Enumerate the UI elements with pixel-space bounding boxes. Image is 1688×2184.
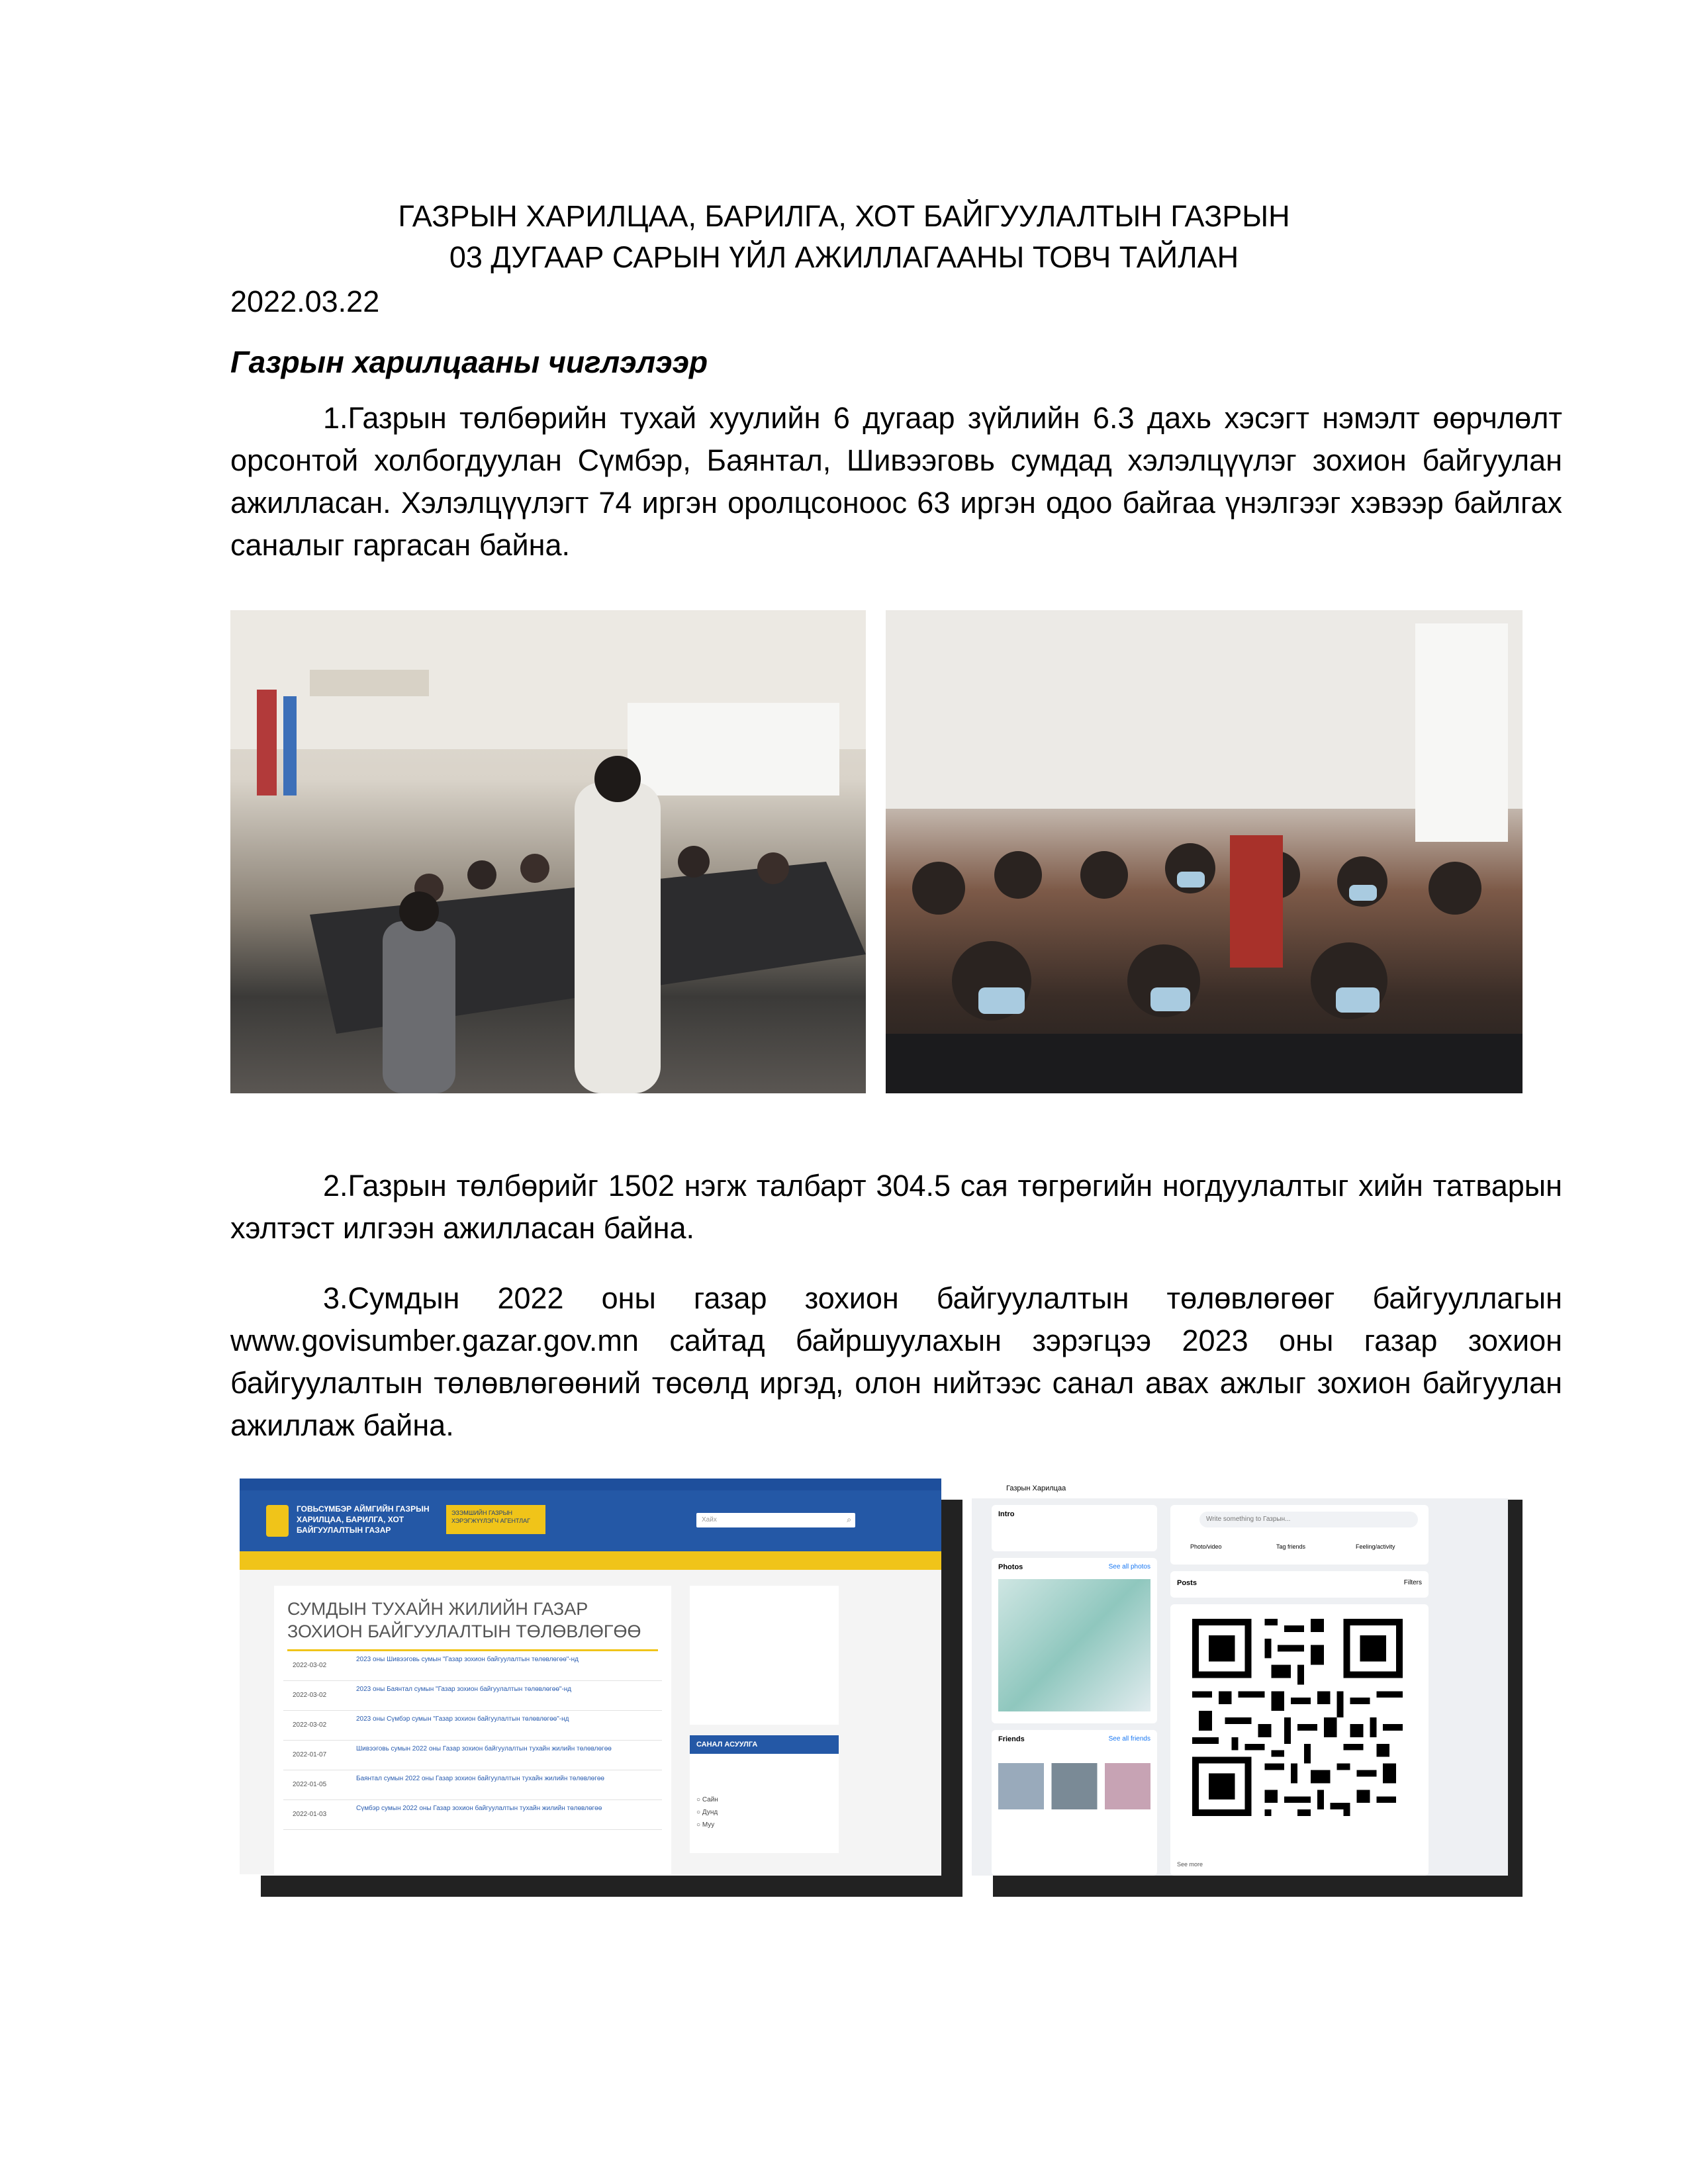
paragraph-3	[230, 1277, 1562, 1447]
fb-intro	[992, 1505, 1157, 1551]
fb-composer	[1170, 1505, 1429, 1565]
qr-code-image	[1185, 1612, 1410, 1823]
fb-friends	[992, 1730, 1157, 1876]
paragraph-1-text: 1.Газрын төлбөрийн тухай хуулийн 6 дугаар зүйлийн 6.3 дахь хэсэгт нэмэлт өөрчлөлт орсонтой холбогдуулан Сүмбэр, Баянтал, Шивээговь сумдад хэлэлцүүлэг зохион байгуулан ажилласан. Хэлэлцүүлэгт 74 иргэн оролцсоноос 63 иргэн одоо байгаа үнэлгээг хэвээр байлгах саналыг гаргасан байна.	[230, 401, 1562, 562]
website-main	[274, 1586, 671, 1876]
fb-topbar	[972, 1479, 1508, 1498]
sidebar-links	[690, 1586, 839, 1725]
website-search-input[interactable]	[696, 1513, 855, 1527]
row-link[interactable]: Сүмбэр сумын 2022 оны Газар зохион байгуулалтын тухайн жилийн төлөвлөгөө	[356, 1805, 602, 1812]
poll-title: САНАЛ АСУУЛГА	[690, 1735, 839, 1754]
fb-posts-bar	[1170, 1571, 1429, 1598]
row-link[interactable]: 2023 оны Шивээговь сумын "Газар зохион байгуулалтын төлөвлөгөө"-нд	[356, 1656, 579, 1663]
website-header	[240, 1490, 941, 1551]
poll-option-label: Дунд	[702, 1809, 718, 1816]
fb-feeling[interactable]: Feeling/activity	[1356, 1543, 1395, 1550]
emblem-icon	[266, 1505, 289, 1537]
table-row[interactable]	[283, 1770, 662, 1800]
website-nav	[240, 1551, 941, 1570]
fb-see-all-friends[interactable]: See all friends	[1108, 1735, 1150, 1743]
row-link[interactable]: 2023 оны Сүмбэр сумын "Газар зохион байгуулалтын төлөвлөгөө"-нд	[356, 1715, 569, 1723]
fb-friends-label: Friends	[998, 1735, 1025, 1743]
website-agency: ЭЗЭМШИЙН ГАЗРЫН ХЭРЭГЖҮҮЛЭГЧ АГЕНТЛАГ	[451, 1510, 531, 1524]
website-org-name: ГОВЬСҮМБЭР АЙМГИЙН ГАЗРЫН ХАРИЛЦАА, БАРИЛГА, ХОТ БАЙГУУЛАЛТЫН ГАЗАР	[297, 1504, 430, 1535]
fb-friend-avatars[interactable]	[998, 1763, 1150, 1809]
fb-filters-button[interactable]: Filters	[1403, 1579, 1422, 1586]
section-heading: Газрын харилцааны чиглэлээр	[230, 345, 708, 379]
fb-photo-grid[interactable]	[998, 1579, 1150, 1711]
row-link[interactable]: 2023 оны Баянтал сумын "Газар зохион байгуулалтын төлөвлөгөө"-нд	[356, 1686, 572, 1693]
poll-option[interactable]: ○ Муу	[696, 1821, 715, 1829]
fb-photo-video[interactable]: Photo/video	[1190, 1543, 1222, 1550]
paragraph-3-text: 3.Сумдын 2022 оны газар зохион байгуулалтын төлөвлөгөөг байгууллагын www.govisumber.gazar.gov.mn сайтад байршуулахын зэрэгцээ 2023 оны газар зохион байгуулалтын төлөвлөгөөний төсөлд иргэд, олон нийтээс санал авах ажлыг зохион байгуулан ажиллаж байна.	[230, 1281, 1562, 1442]
row-date: 2022-01-07	[293, 1751, 327, 1758]
fb-photos	[992, 1558, 1157, 1723]
poll-box	[690, 1754, 839, 1853]
poll-option[interactable]: ○ Дунд	[696, 1809, 718, 1816]
website-body	[240, 1570, 941, 1874]
meeting-photo-left	[230, 610, 866, 1093]
poll-option[interactable]: ○ Сайн	[696, 1796, 718, 1803]
report-date: 2022.03.22	[230, 285, 380, 318]
fb-see-more[interactable]: See more	[1177, 1861, 1203, 1868]
row-date: 2022-03-02	[293, 1692, 327, 1699]
website-screenshot	[240, 1479, 941, 1876]
report-title-line1: ГАЗРЫН ХАРИЛЦАА, БАРИЛГА, ХОТ БАЙГУУЛАЛТЫН ГАЗРЫН	[398, 199, 1290, 233]
fb-tag-friends[interactable]: Tag friends	[1276, 1543, 1306, 1550]
fb-composer-input[interactable]	[1199, 1512, 1418, 1527]
paragraph-2	[230, 1165, 1562, 1250]
search-icon[interactable]: ⌕	[847, 1515, 851, 1524]
report-title-line2: 03 ДУГААР САРЫН ҮЙЛ АЖИЛЛАГААНЫ ТОВЧ ТАЙЛАН	[449, 240, 1239, 274]
table-row[interactable]	[283, 1800, 662, 1830]
table-row[interactable]	[283, 1741, 662, 1770]
row-date: 2022-01-05	[293, 1781, 327, 1788]
fb-page-name: Газрын Харилцаа	[1006, 1484, 1066, 1492]
meeting-photo-right-drawing	[886, 610, 1523, 1093]
paragraph-1	[230, 397, 1562, 567]
paragraph-2-text: 2.Газрын төлбөрийг 1502 нэгж талбарт 304.5 сая төгрөгийн ногдуулалтыг хийн татварын хэлтэст илгээн ажилласан байна.	[230, 1169, 1562, 1245]
row-link[interactable]: Шивээговь сумын 2022 оны Газар зохион байгуулалтын тухайн жилийн төлөвлөгөө	[356, 1745, 612, 1752]
website-sidebar	[690, 1586, 839, 1876]
website-page-title: СУМДЫН ТУХАЙН ЖИЛИЙН ГАЗАР ЗОХИОН БАЙГУУЛАЛТЫН ТӨЛӨВЛӨГӨӨ	[287, 1599, 641, 1641]
fb-intro-label: Intro	[998, 1510, 1015, 1518]
meeting-photo-right	[886, 610, 1523, 1093]
row-date: 2022-03-02	[293, 1662, 327, 1669]
poll-option-label: Муу	[702, 1821, 715, 1829]
table-row[interactable]	[283, 1681, 662, 1711]
website-plan-table	[283, 1651, 662, 1830]
fb-photos-label: Photos	[998, 1563, 1023, 1571]
website-topbar	[240, 1479, 941, 1490]
meeting-photo-left-drawing	[230, 610, 866, 1093]
website-search-placeholder: Хайх	[702, 1516, 717, 1524]
fb-posts-label: Posts	[1177, 1579, 1197, 1587]
table-row[interactable]	[283, 1651, 662, 1681]
fb-composer-placeholder: Write something to Газрын...	[1206, 1516, 1291, 1523]
table-row[interactable]	[283, 1711, 662, 1741]
row-date: 2022-03-02	[293, 1721, 327, 1729]
fb-see-all-photos[interactable]: See all photos	[1108, 1563, 1150, 1570]
row-link[interactable]: Баянтал сумын 2022 оны Газар зохион байгуулалтын тухайн жилийн төлөвлөгөө	[356, 1775, 604, 1782]
qr-code	[1185, 1612, 1410, 1823]
row-date: 2022-01-03	[293, 1811, 327, 1818]
poll-option-label: Сайн	[702, 1796, 718, 1803]
